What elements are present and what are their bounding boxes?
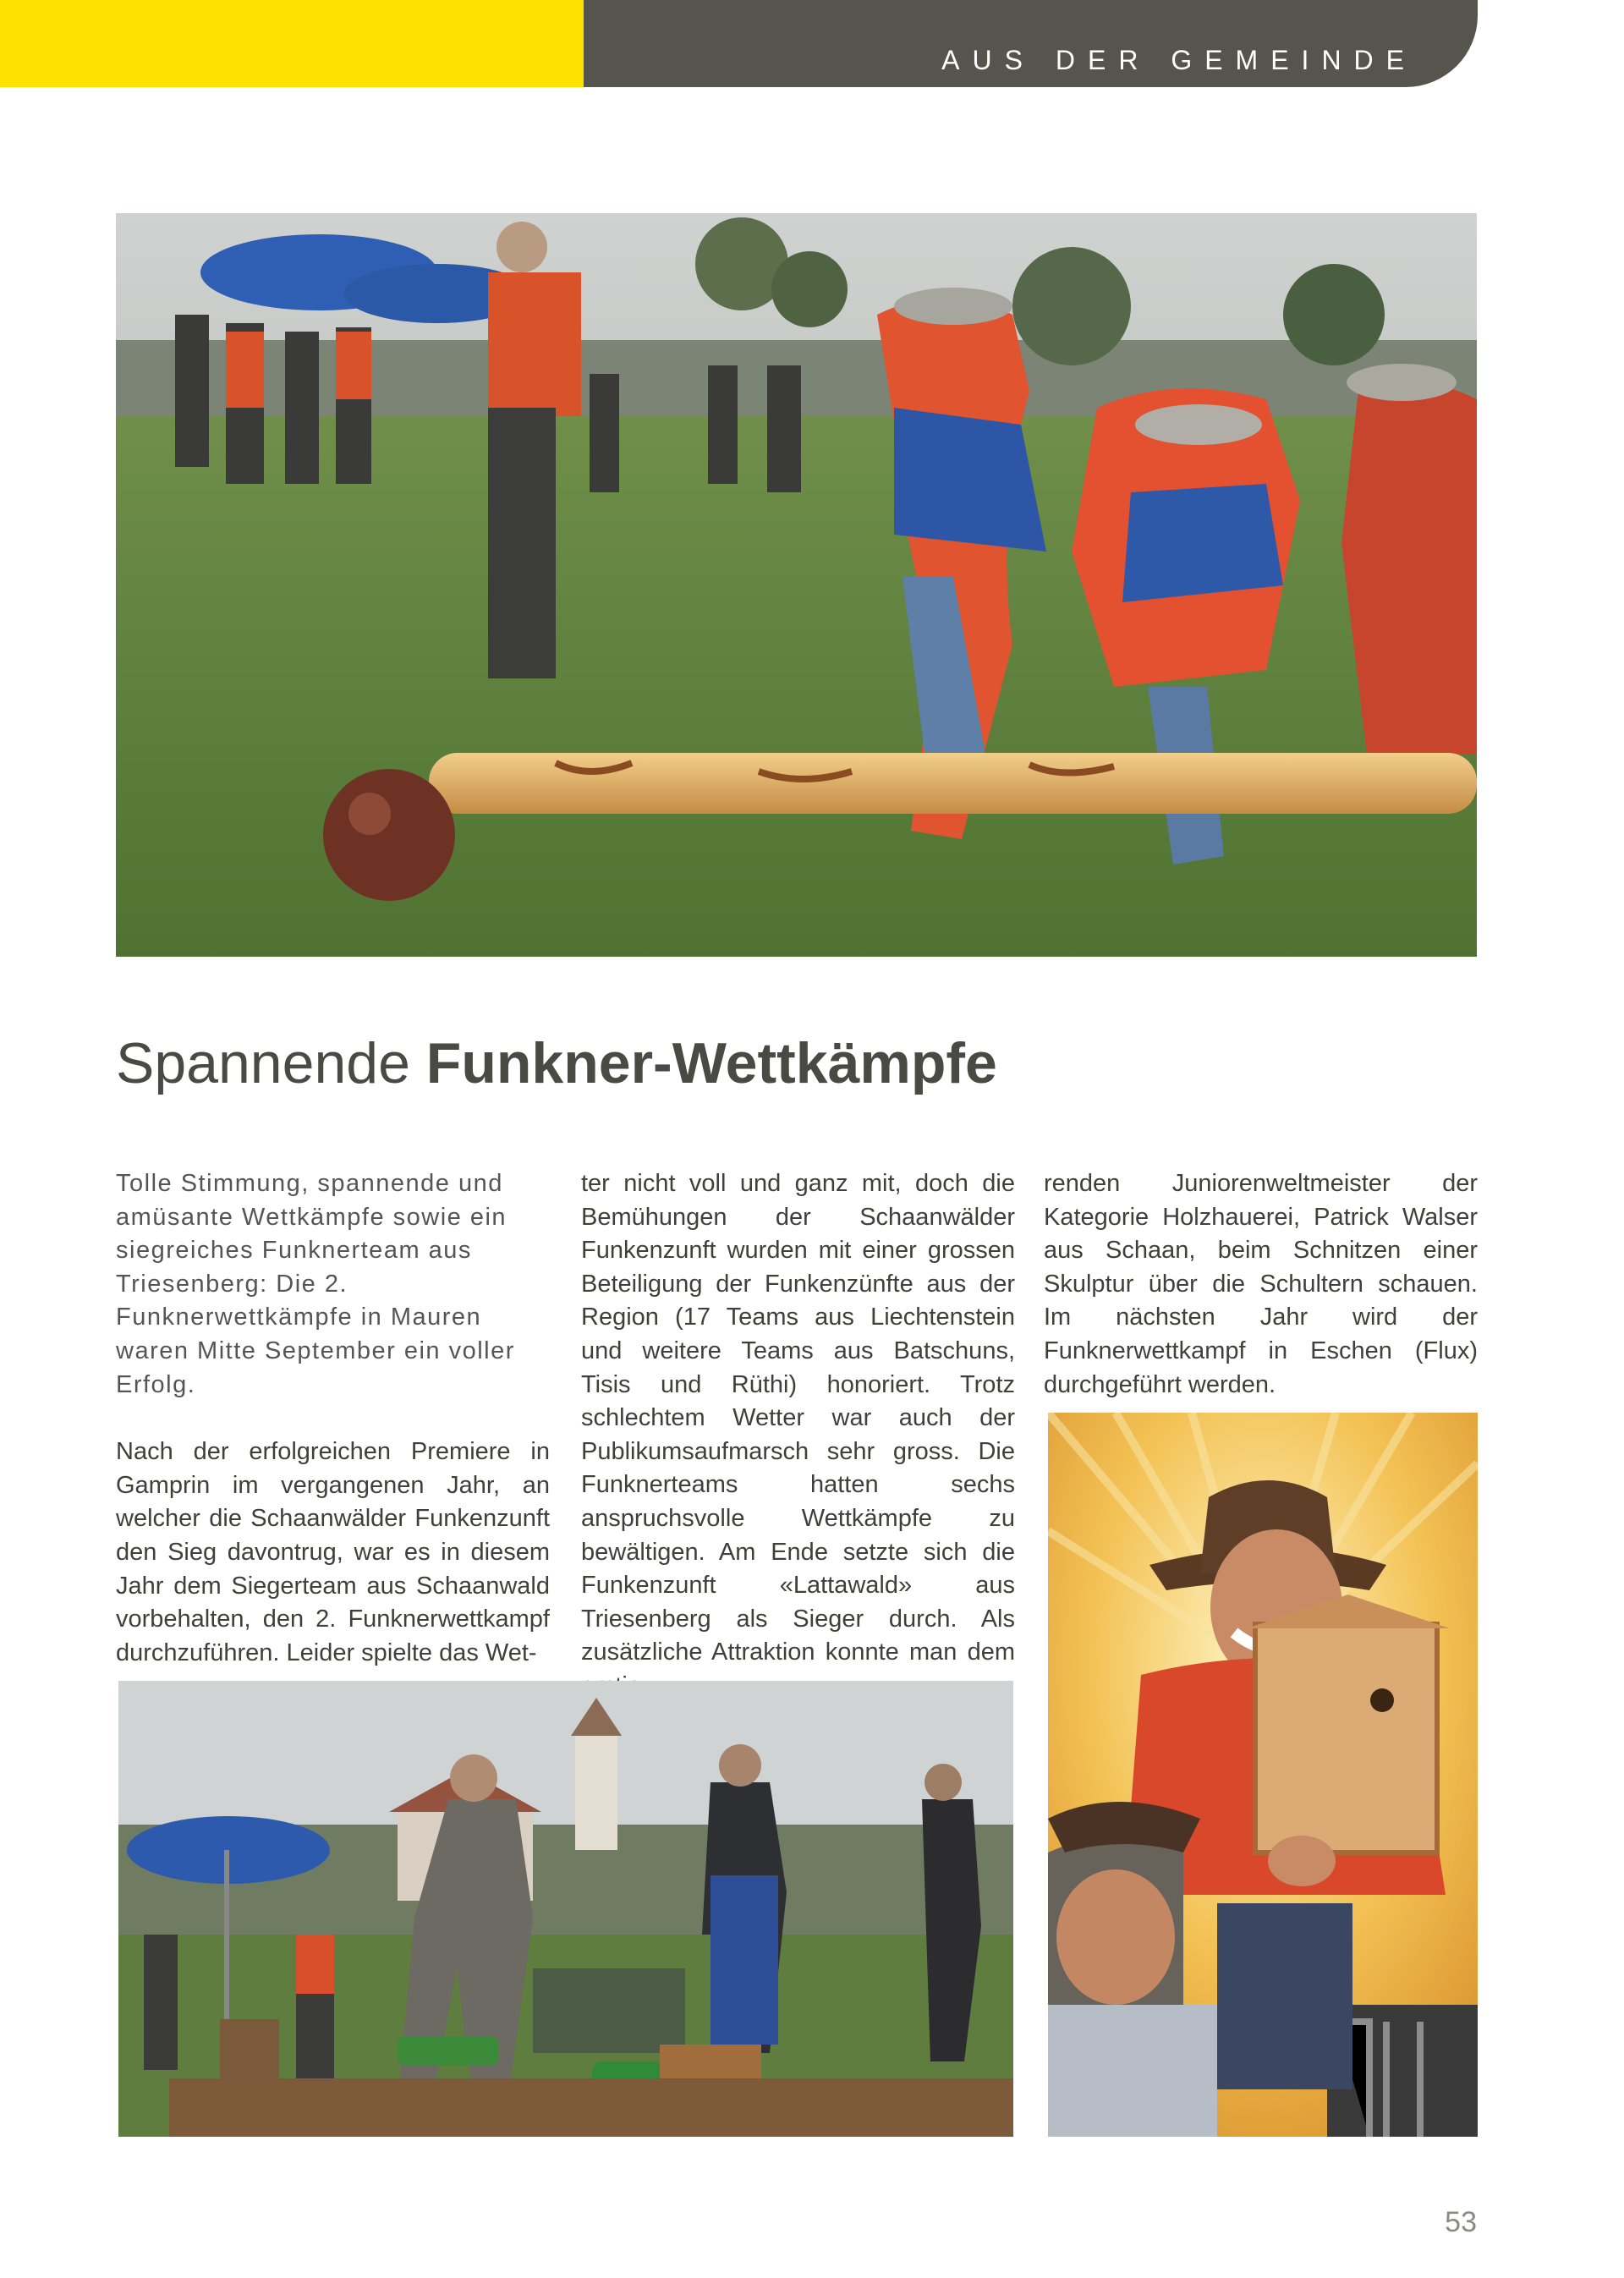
header-accent-bar [0,0,584,87]
photo-winner-with-birdhouse [1048,1413,1478,2137]
article-column-1 [116,1167,550,1670]
header-section-bar [584,0,1478,87]
article-body-1: Nach der erfolgreichen Premiere in Gamprin im vergangenen Jahr, an welcher die Schaanwälder Funkenzunft den Sieg davontrug, war es in diesem Jahr dem Siegerteam aus Schaanwald vorbehalten, den 2. Funknerwettkampf durchzuführen. Leider spielte das Wet- [116,1438,550,1666]
article-title-light: Spannende [116,1031,426,1095]
photo-log-pulling-competition [116,213,1477,957]
article-body-2: ter nicht voll und ganz mit, doch die Bemühungen der Schaanwälder Funkenzunft wurden mit einer grossen Beteiligung der Funkenzünfte aus der Region (17 Teams aus Liechtenstein und weitere Teams aus Batschuns, Tisis und Rüthi) honoriert. Trotz schlechtem Wetter war auch der Publikumsaufmarsch sehr gross. Die Funknerteams hatten sechs anspruchsvolle Wettkämpfe zu bewältigen. Am Ende setzte sich die Funkenzunft «Lattawald» aus Triesenberg als Sieger durch. Als zusätzliche Attraktion konnte man dem [581,1170,1015,1666]
article-title-bold: Funkner-Wettkämpfe [425,1031,997,1095]
article-title [116,1030,997,1096]
article-column-2 [581,1167,1015,1704]
article-column-3 [1044,1167,1478,1402]
article-lead: Tolle Stimmung, spannende und amüsante Wettkämpfe sowie ein siegreiches Funknerteam aus Triesenberg: Die 2. Funknerwettkämpfe in Mauren waren Mitte September ein voller Erfolg. [116,1170,515,1398]
photo-log-balance-course [118,1681,1013,2137]
article-body-3: renden Juniorenweltmeister der Kategorie Holzhauerei, Patrick Walser aus Schaan, beim Schnitzen einer Skulptur über die Schultern schauen. Im nächsten Jahr wird der Funknerwettkampf in Eschen (Flux) durchgeführt werden. [1044,1170,1478,1398]
page-number: 53 [1445,2206,1477,2238]
section-label: AUS DER GEMEINDE [941,45,1417,75]
